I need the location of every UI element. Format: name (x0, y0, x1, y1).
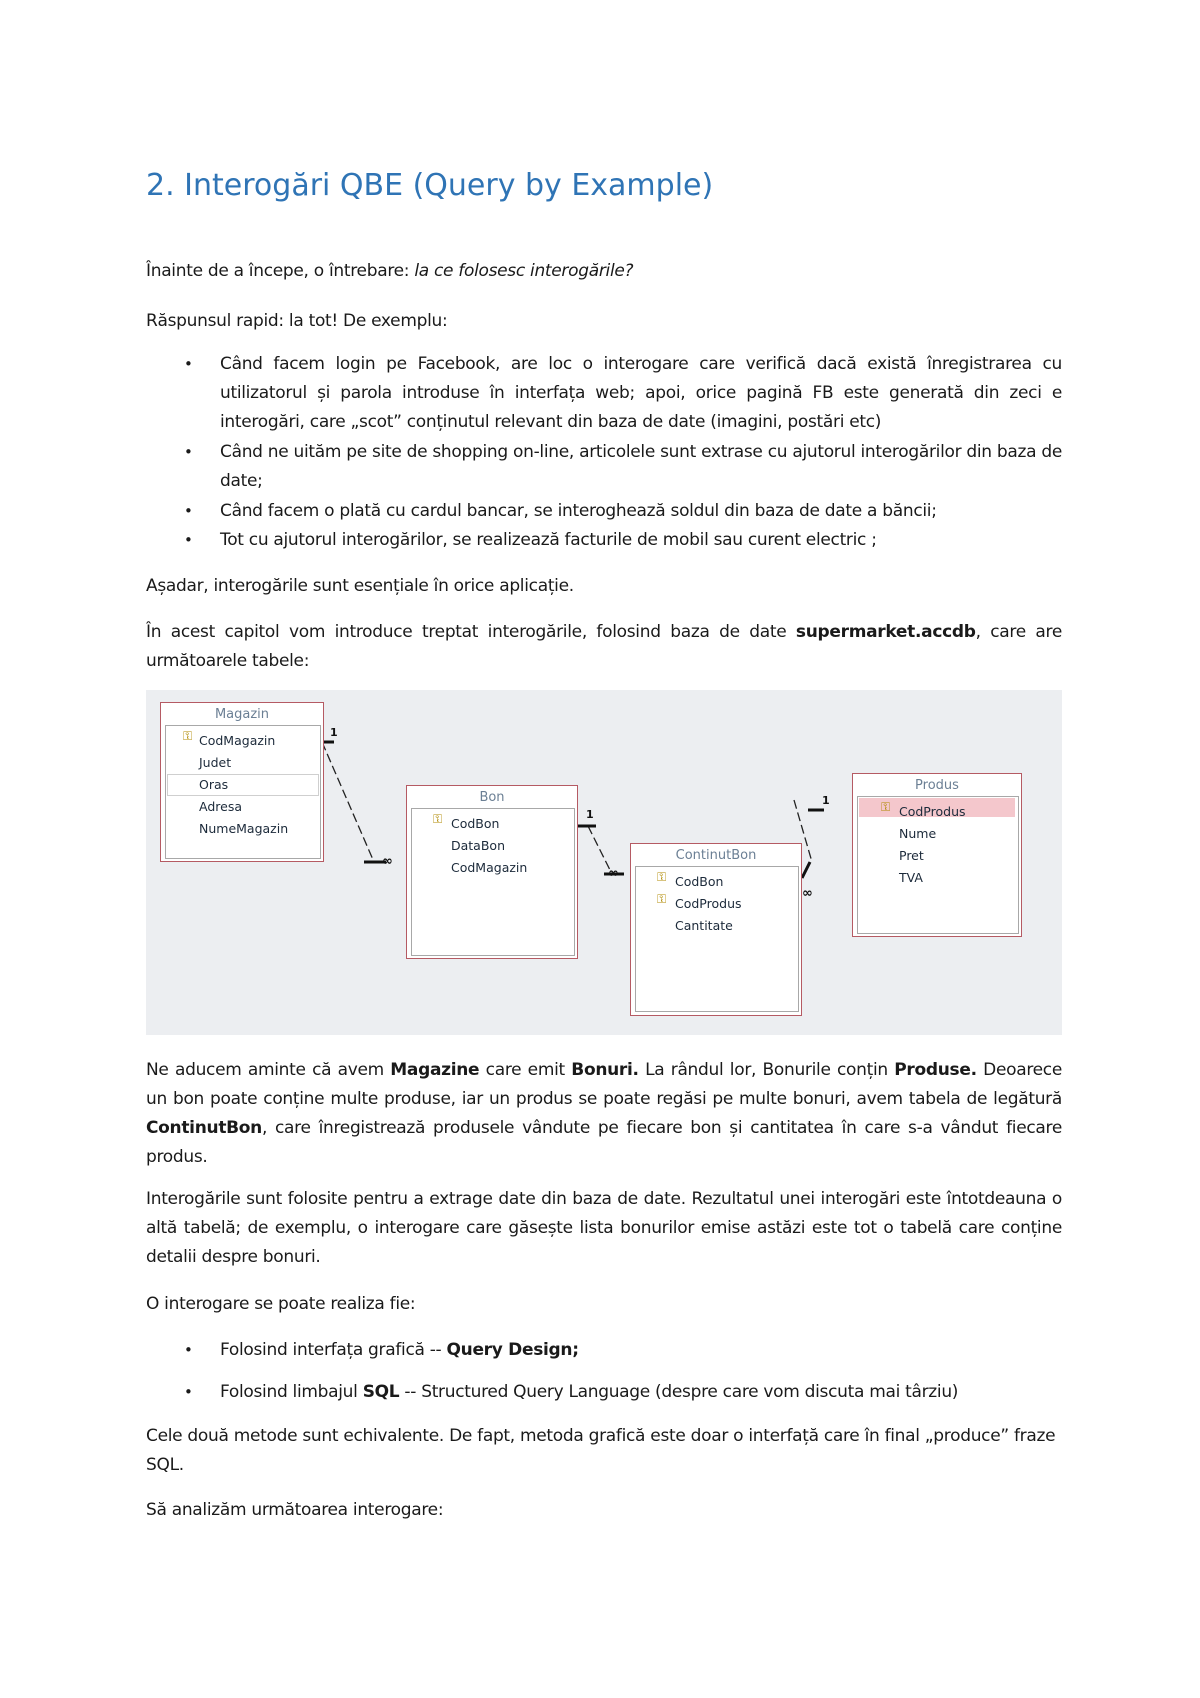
method-bold: Query Design; (446, 1340, 579, 1360)
field-selection (167, 774, 319, 796)
key-icon: ⚿ (657, 870, 667, 884)
field-item: Nume (899, 826, 937, 841)
list-item-text (220, 1336, 1062, 1365)
method-text: -- Structured Query Language (despre care vom discuta mai târziu) (399, 1382, 959, 1402)
cardinality-many: ∞ (608, 866, 619, 881)
list-item-text: Când facem login pe Facebook, are loc o interogare care verifică dacă există înregistrarea cu utilizatorul și parola introduse în interfața web; apoi, orice pagină FB este generată din zeci e interogări, care „scot” conținutul relevant din baza de date (imagini, postări etc) (220, 354, 1062, 432)
field-item: CodBon (675, 874, 724, 889)
either-paragraph: O interogare se poate realiza fie: (146, 1294, 416, 1314)
table-title: Produs (915, 778, 959, 793)
method-text: Folosind limbajul (220, 1382, 363, 1402)
bullet: • (184, 443, 193, 461)
field-item: DataBon (451, 838, 505, 853)
recall-text: La rândul lor, Bonurile conțin (638, 1060, 895, 1080)
intro-paragraph (146, 257, 1062, 286)
field-item: TVA (899, 870, 923, 885)
intro-question: la ce folosesc interogările? (414, 261, 634, 281)
analyze-paragraph: Să analizăm următoarea interogare: (146, 1500, 444, 1520)
table-produs (852, 773, 1022, 937)
intro-text: Înainte de a începe, o întrebare: (146, 261, 415, 281)
cardinality-many: ∞ (802, 886, 813, 901)
list-item (146, 1336, 1062, 1365)
equivalent-paragraph: Cele două metode sunt echivalente. De fapt, metoda grafică este doar o interfață care în final „produce” fraze SQL. (146, 1426, 1056, 1475)
field-item: CodProdus (899, 804, 966, 819)
recall-text: Deoarece un bon poate conține multe produse, iar un produs se poate regăsi pe multe bonuri, avem tabela de legătură (146, 1060, 1063, 1109)
bullet: • (184, 1341, 193, 1359)
recall-bold: Produse. (894, 1060, 977, 1080)
key-icon: ⚿ (657, 892, 667, 906)
field-item: CodProdus (675, 896, 742, 911)
chapter-text: În acest capitol vom introduce treptat interogările, folosind baza de date (146, 622, 796, 642)
table-magazin (160, 702, 324, 862)
list-item-text (220, 1378, 1062, 1407)
bullet: • (184, 1383, 193, 1401)
recall-paragraph (146, 1056, 1062, 1172)
method-text: Folosind interfața grafică -- (220, 1340, 447, 1360)
cardinality-one: 1 (586, 808, 594, 821)
link-magazin-bon (322, 742, 374, 862)
chapter-suffix: , care are următoarele tabele: (146, 622, 1062, 671)
list-item (146, 350, 1062, 437)
recall-bold: ContinutBon (146, 1118, 262, 1138)
table-title: ContinutBon (675, 848, 757, 863)
cardinality-one: 1 (330, 726, 338, 739)
table-title: Bon (479, 790, 505, 805)
recall-text: Ne aducem aminte că avem (146, 1060, 391, 1080)
key-icon: ⚿ (183, 729, 193, 743)
field-item: Adresa (199, 799, 242, 814)
list-item (146, 438, 1062, 496)
field-item: CodMagazin (451, 860, 528, 875)
field-item: CodBon (451, 816, 500, 831)
list-item (146, 497, 1062, 526)
key-icon: ⚿ (881, 800, 891, 814)
recall-text: care emit (479, 1060, 572, 1080)
field-item: Oras (199, 777, 229, 792)
table-continutbon (630, 843, 802, 1016)
cardinality-one: 1 (822, 794, 830, 807)
list-item (146, 1378, 1062, 1407)
cardinality-many: ∞ (382, 854, 393, 869)
field-item: Pret (899, 848, 924, 863)
db-name: supermarket.accdb (795, 622, 976, 642)
list-item (146, 526, 1062, 555)
list-item-text: Tot cu ajutorul interogărilor, se realizează facturile de mobil sau curent electric ; (220, 530, 877, 550)
bullet: • (184, 355, 193, 373)
bullet: • (184, 502, 193, 520)
usage-paragraph: Interogările sunt folosite pentru a extrage date din baza de date. Rezultatul unei interogări este întotdeauna o altă tabelă; de exemplu, o interogare care găsește lista bonurilor emise astăzi este tot o tabelă care conține detalii despre bonuri. (146, 1189, 1062, 1267)
field-item: NumeMagazin (199, 821, 289, 836)
field-item: CodMagazin (199, 733, 276, 748)
table-bon (406, 785, 578, 959)
field-item: Cantitate (675, 918, 733, 933)
list-item-text: Când ne uităm pe site de shopping on-line, articolele sunt extrase cu ajutorul interogărilor din baza de date; (220, 442, 1062, 491)
essential-paragraph: Așadar, interogările sunt esențiale în orice aplicație. (146, 576, 574, 596)
recall-bold: Bonuri. (571, 1060, 639, 1080)
table-title: Magazin (214, 707, 270, 722)
recall-bold: Magazine (390, 1060, 480, 1080)
method-bold: SQL (362, 1382, 400, 1402)
chapter-paragraph (146, 618, 1062, 676)
relationship-diagram (146, 690, 1062, 1035)
key-icon: ⚿ (433, 812, 443, 826)
recall-text: , care înregistrează produsele vândute pe fiecare bon și cantitatea în care s-a vândut fiecare produs. (146, 1118, 1062, 1167)
answer-paragraph: Răspunsul rapid: la tot! De exemplu: (146, 311, 448, 331)
field-item: Judet (199, 755, 232, 770)
bullet: • (184, 531, 193, 549)
list-item-text: Când facem o plată cu cardul bancar, se interoghează soldul din baza de date a băncii; (220, 501, 937, 521)
section-heading: 2. Interogări QBE (Query by Example) (146, 168, 714, 203)
